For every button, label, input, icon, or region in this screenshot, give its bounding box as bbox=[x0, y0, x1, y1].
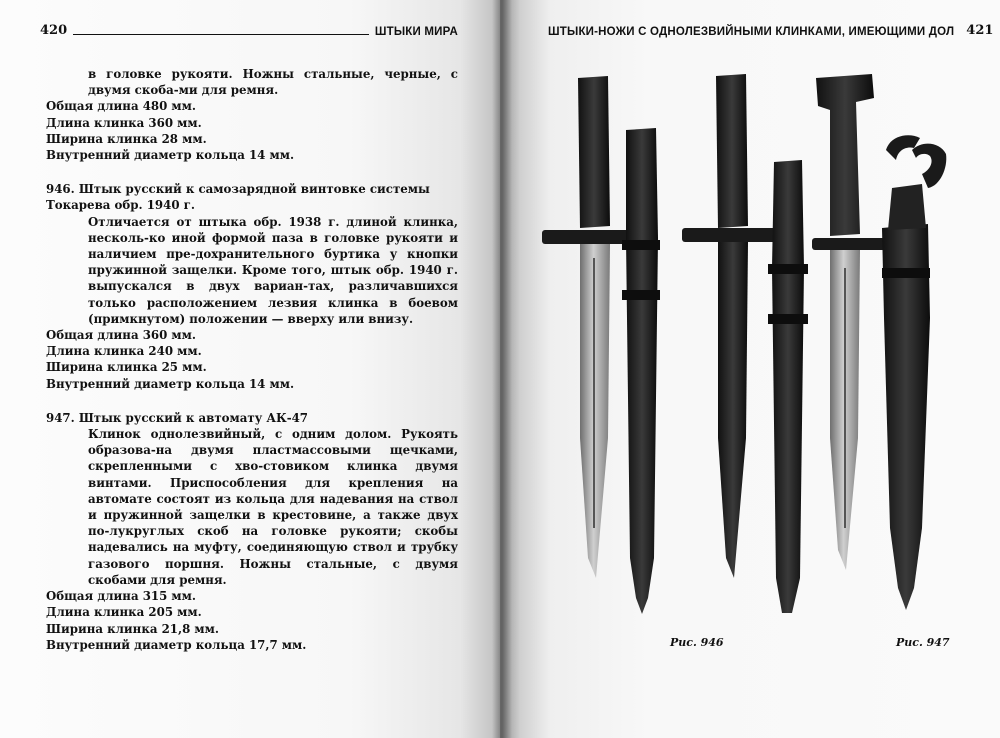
entry-body-947: Клинок однолезвийный, с одним долом. Рукоять образова-на двумя пластмассовыми щечками, скрепленными с хво-стовиком клинка двумя винтами. Приспособления для крепления на автомате состоят из кольца для надевания на ствол и пружинной защелки в крестовине, а также двух по-лукруглых скоб на головке рукояти; скобы надевались на муфту, соединяющую ствол и трубку газового поршня. Ножны стальные, с двумя скобами для ремня. bbox=[88, 427, 458, 587]
spec-blade-width: Ширина клинка 21,8 мм. bbox=[46, 621, 220, 636]
entry-body-946: Отличается от штыка обр. 1938 г. длиной клинка, несколь-ко иной формой паза в головке рукояти и наличием пре-дохранительного буртика у кнопки пружинной защелки. Кроме того, штык обр. 1940 г. выпускался в двух вариан-тах, различавшихся только расположением лезвия клинка в боевом (примкнутом) положении — вверху или внизу. bbox=[88, 214, 458, 326]
figure-caption-946: Рис. 946 bbox=[670, 636, 724, 649]
spec-blade-length: Длина клинка 205 мм. bbox=[46, 605, 202, 620]
spec-blade-length: Длина клинка 240 мм. bbox=[46, 344, 202, 359]
right-page-number: 421 bbox=[966, 23, 994, 38]
header-rule bbox=[73, 34, 369, 35]
right-page bbox=[500, 0, 1000, 738]
spec-ring-diameter: Внутренний диаметр кольца 14 мм. bbox=[46, 148, 295, 163]
scabbard-947 bbox=[882, 135, 946, 610]
spec-ring-diameter: Внутренний диаметр кольца 14 мм. bbox=[46, 376, 295, 391]
right-running-head: ШТЫКИ-НОЖИ С ОДНОЛЕЗВИЙНЫМИ КЛИНКАМИ, ИМЕЮЩИМИ ДОЛ bbox=[548, 26, 955, 38]
right-page-header bbox=[548, 18, 994, 38]
spacer bbox=[46, 163, 458, 172]
scabbard-946-a bbox=[622, 128, 660, 614]
spec-blade-width: Ширина клинка 25 мм. bbox=[46, 360, 207, 375]
bayonet-947 bbox=[812, 74, 886, 570]
left-page-number: 420 bbox=[40, 23, 68, 38]
spec-ring-diameter: Внутренний диаметр кольца 17,7 мм. bbox=[46, 637, 307, 652]
bayonet-946-a bbox=[542, 76, 640, 578]
entry-heading-946: 946. Штык русский к самозарядной винтовке системы Токарева обр. 1940 г. bbox=[46, 182, 430, 213]
bayonets-photo bbox=[530, 58, 980, 638]
spec-total-length: Общая длина 315 мм. bbox=[46, 589, 197, 604]
book-gutter bbox=[492, 0, 512, 738]
left-page-text bbox=[46, 66, 458, 653]
scabbard-946-b bbox=[768, 160, 808, 613]
bayonet-946-b bbox=[682, 74, 778, 578]
spec-blade-width: Ширина клинка 28 мм. bbox=[46, 131, 207, 146]
figure-caption-947: Рис. 947 bbox=[896, 636, 950, 649]
spec-total-length: Общая длина 480 мм. bbox=[46, 99, 197, 114]
continued-paragraph: в головке рукояти. Ножны стальные, черные, с двумя скоба-ми для ремня. bbox=[88, 67, 458, 98]
spacer bbox=[46, 392, 458, 401]
spec-blade-length: Длина клинка 360 мм. bbox=[46, 115, 202, 130]
left-running-head: ШТЫКИ МИРА bbox=[374, 26, 458, 38]
entry-heading-947: 947. Штык русский к автомату АК-47 bbox=[46, 410, 309, 425]
spec-total-length: Общая длина 360 мм. bbox=[46, 328, 197, 343]
left-page-header bbox=[40, 18, 458, 38]
